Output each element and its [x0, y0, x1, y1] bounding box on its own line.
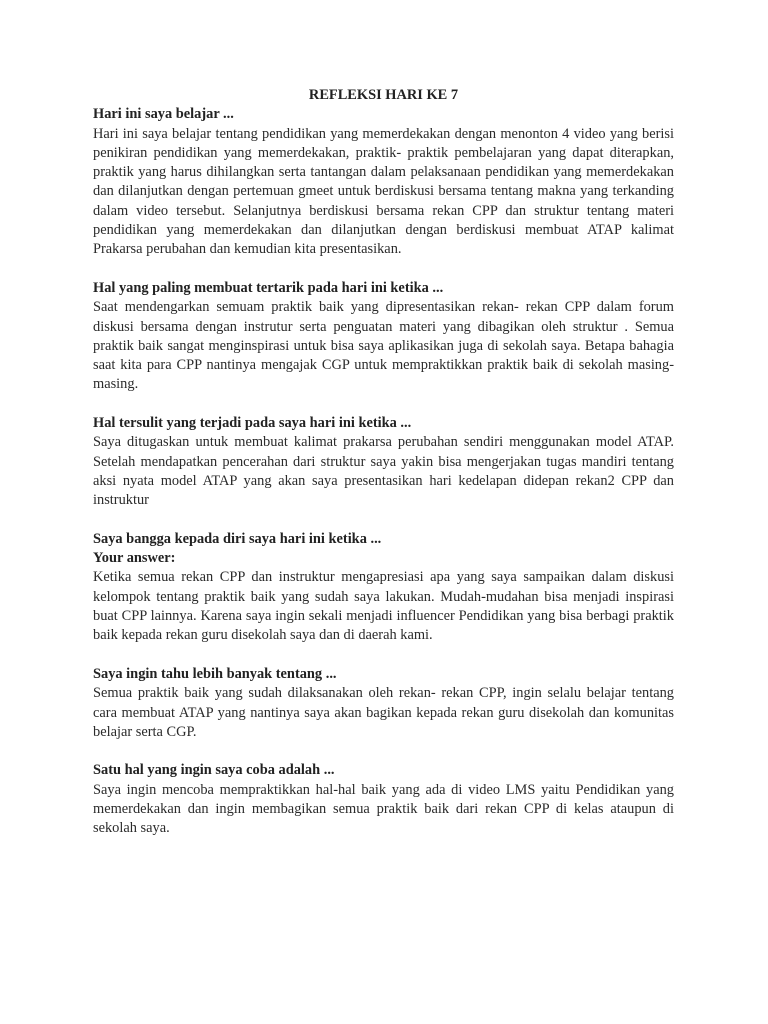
section-heading: Saya ingin tahu lebih banyak tentang ...: [93, 665, 337, 682]
document-title: REFLEKSI HARI KE 7: [308, 87, 459, 103]
section-body: Semua praktik baik yang sudah dilaksanakan oleh rekan- rekan CPP, ingin selalu belajar tentang cara membuat ATAP yang nantinya saya akan bagikan kepada rekan guru disekolah dan komunitas belajar serta CGP.: [93, 685, 674, 740]
section-heading: Hal tersulit yang terjadi pada saya hari ini ketika ...: [93, 415, 412, 432]
section-body: Saya ditugaskan untuk membuat kalimat prakarsa perubahan sendiri menggunakan model ATAP. Setelah mendapatkan pencerahan dari struktur saya yakin bisa mengerjakan tugas mandiri tentang aksi nyata model ATAP yang akan saya presentasikan hari kedelapan didepan rekan2 CPP dan instruktur: [93, 434, 674, 509]
section-body: Hari ini saya belajar tentang pendidikan yang memerdekakan dengan menonton 4 video yang berisi penikiran pendidikan yang memerdekakan, praktik- praktik pembelajaran yang dapat diterapkan, praktik yang harus dihilangkan serta tantangan dalam pelaksanaan pendidikan yang memerdekakan dan dilanjutkan dengan pertemuan gmeet untuk berdiskusi bersama tentang makna yang terkanding dalam video tersebut. Selanjutnya berdiskusi bersama rekan CPP dan struktur tentang materi pendidikan yang memerdekakan dan dilanjutkan dengan berdiskusi membuat ATAP kalimat Prakarsa perubahan dan kemudian kita presentasikan.: [93, 125, 674, 258]
section-bangga: [93, 530, 674, 646]
section-heading: Hari ini saya belajar ...: [93, 106, 234, 123]
document-content: [93, 86, 674, 858]
section-hari-ini-belajar: [93, 105, 674, 259]
section-heading: Saya bangga kepada diri saya hari ini ketika ...: [93, 530, 382, 547]
section-body: Saya ingin mencoba mempraktikkan hal-hal baik yang ada di video LMS yaitu Pendidikan yang memerdekakan dan ingin membagikan semua praktik baik dari rekan CPP di kelas ataupun di sekolah saya.: [93, 781, 674, 837]
section-ingin-coba: [93, 761, 674, 838]
section-heading: Hal yang paling membuat tertarik pada hari ini ketika ...: [93, 279, 444, 296]
section-body: Ketika semua rekan CPP dan instruktur mengapresiasi apa yang saya sampaikan dalam diskusi kelompok tentang praktik baik yang sudah saya lakukan. Mudah-mudahan bisa menjadi inspirasi buat CPP lainnya. Karena saya ingin sekali menjadi influencer Pendidikan yang bisa berbagi praktik baik kepada rekan guru disekolah saya dan di daerah kami.: [93, 569, 674, 644]
section-tersulit: [93, 414, 674, 510]
section-heading: Satu hal yang ingin saya coba adalah ...: [93, 762, 335, 779]
section-body: Saat mendengarkan semuam praktik baik yang dipresentasikan rekan- rekan CPP dalam forum diskusi bersama dengan instrutur serta penguatan materi yang dibagikan oleh struktur . Semua praktik baik sangat menginspirasi untuk bisa saya aplikasikan juga di sekolah saya. Betapa bahagia saat kita para CPP nantinya mengajak CGP untuk mempraktikkan praktik baik di sekolah masing-masing.: [93, 299, 674, 393]
section-ingin-tahu: [93, 665, 674, 742]
answer-label: Your answer:: [93, 550, 176, 567]
section-paling-tertarik: [93, 279, 674, 395]
